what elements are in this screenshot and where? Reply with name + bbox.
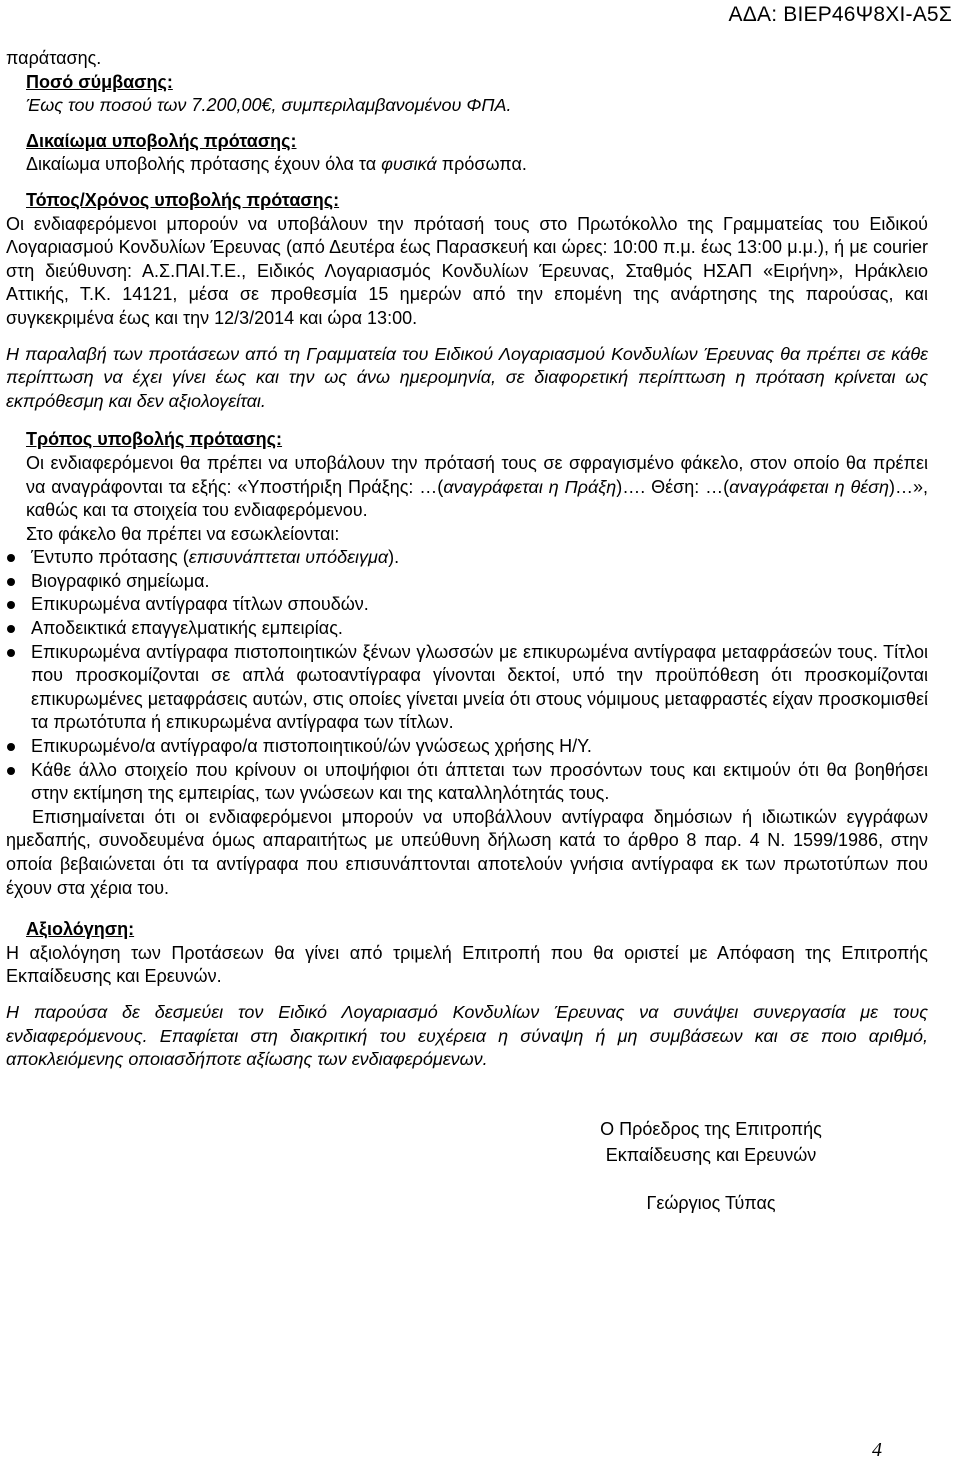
signatory-committee: Εκπαίδευσης και Ερευνών	[605, 1144, 817, 1165]
continuation-text: παράτασης.	[6, 48, 102, 68]
disclaimer-text: Η παρούσα δε δεσμεύει τον Ειδικό Λογαριασμό Κονδυλίων Έρευνας να συνάψει συνεργασία με τους ενδιαφερόμενους. Επαφίεται στη διακριτική του ευχέρεια η σύναψη ή μη συμβάσεων και σε ποιο αριθμό, αποκλειόμενης οποιασδήποτε αξίωσης των ενδιαφερόμενων.	[6, 1001, 928, 1070]
amount-text: Έως του ποσού των 7.200,00€, συμπεριλαμβανομένου ΦΠΑ.	[26, 95, 512, 116]
right-to-submit-text: Δικαίωμα υποβολής πρότασης έχουν όλα τα φυσικά πρόσωπα.	[26, 154, 527, 175]
list-item: Έντυπο πρότασης (επισυνάπτεται υπόδειγμα).	[6, 546, 928, 570]
amount-heading: Ποσό σύμβασης:	[26, 71, 173, 92]
ada-code: ΑΔΑ: ΒΙΕΡ46Ψ8ΧΙ-Α5Σ	[728, 3, 952, 26]
envelope-intro: Στο φάκελο θα πρέπει να εσωκλείονται:	[26, 523, 340, 544]
list-item: Κάθε άλλο στοιχείο που κρίνουν οι υποψήφιοι ότι άπτεται των προσόντων τους και εκτιμούν ότι θα βοηθήσει στην εκτίμηση της εμπειρίας, των γνώσεων και της καταλληλότητάς τους.	[6, 759, 928, 806]
place-time-heading: Τόπος/Χρόνος υποβολής πρότασης:	[26, 189, 340, 210]
place-time-note: Η παραλαβή των προτάσεων από τη Γραμματεία του Ειδικού Λογαριασμού Κονδυλίων Έρευνας θα πρέπει σε κάθε περίπτωση να έχει γίνει έως και την ως άνω ημερομηνία, σε διαφορετική περίπτωση η πρόταση κρίνεται ως εκπρόθεσμη και δεν αξιολογείται.	[6, 343, 928, 411]
document-body	[6, 47, 928, 1216]
list-item: Βιογραφικό σημείωμα.	[6, 570, 928, 594]
place-time-text: Οι ενδιαφερόμενοι μπορούν να υποβάλουν την πρότασή τους στο Πρωτόκολλο της Γραμματείας του Ειδικού Λογαριασμού Κονδυλίων Έρευνας (από Δευτέρα έως Παρασκευή και ώρες: 10:00 π.μ. έως 13:00 μ.μ.), ή με courier στη διεύθυνση: Α.Σ.ΠΑΙ.Τ.Ε., Ειδικός Λογαριασμός Κονδυλίων Έρευνας, Σταθμός ΗΣΑΠ «Ειρήνη», Ηράκλειο Αττικής, Τ.Κ. 14121, μέσα σε προθεσμία 15 ημερών από την επομένη της ανάρτησης της παρούσας, και συγκεκριμένα έως και την 12/3/2014 και ώρα 13:00.	[6, 213, 928, 328]
list-item: Επικυρωμένα αντίγραφα τίτλων σπουδών.	[6, 593, 928, 617]
evaluation-text: Η αξιολόγηση των Προτάσεων θα γίνει από τριμελή Επιτροπή που θα οριστεί με Απόφαση της Επιτροπής Εκπαίδευσης και Ερευνών.	[6, 942, 928, 987]
right-to-submit-heading: Δικαίωμα υποβολής πρότασης:	[26, 130, 297, 151]
page-number: 4	[872, 1439, 882, 1461]
copies-note: Επισημαίνεται ότι οι ενδιαφερόμενοι μπορούν να υποβάλλουν αντίγραφα δημόσιων ή ιδιωτικών εγγράφων ημεδαπής, συνοδευμένα όμως απαραιτήτως με υπεύθυνη δήλωση κατά το άρθρο 8 παρ. 4 Ν. 1599/1986, στην οποία βεβαιώνεται ότι τα αντίγραφα που επισυνάπτονται αποτελούν γνήσια αντίγραφα εκ των πρωτοτύπων που έχουν στα χέρια του.	[6, 806, 928, 898]
evaluation-heading: Αξιολόγηση:	[26, 919, 135, 940]
signatory-name: Γεώργιος Τύπας	[646, 1192, 776, 1213]
signature-block	[596, 1116, 826, 1216]
list-item: Αποδεικτικά επαγγελματικής εμπειρίας.	[6, 617, 928, 641]
signatory-title: Ο Πρόεδρος της Επιτροπής	[600, 1118, 822, 1139]
method-heading: Τρόπος υποβολής πρότασης:	[26, 429, 283, 450]
envelope-contents-list	[6, 546, 928, 806]
list-item: Επικυρωμένα αντίγραφα πιστοποιητικών ξένων γλωσσών με επικυρωμένα αντίγραφα μεταφράσεών τους. Τίτλοι που προσκομίζονται σε απλά φωτοαντίγραφα γίνονται δεκτοί, υπό την προϋπόθεση ότι προσκομίζονται επικυρωμένες μεταφράσεις αυτών, στις οποίες γίνεται μνεία ότι στους νόμιμους μεταφραστές είχαν προσκομισθεί τα πρωτότυπα ή επικυρωμένα αντίγραφα των τίτλων.	[6, 641, 928, 735]
method-text: Οι ενδιαφερόμενοι θα πρέπει να υποβάλουν την πρότασή τους σε σφραγισμένο φάκελο, στον οποίο θα πρέπει να αναγράφονται τα εξής: «Υποστήριξη Πράξης: …(αναγράφεται η Πράξη)…. Θέση: …(αναγράφεται η θέση)…», καθώς και τα στοιχεία του ενδιαφερόμενου.	[26, 452, 928, 521]
list-item: Επικυρωμένο/α αντίγραφο/α πιστοποιητικού/ών γνώσεως χρήσης Η/Υ.	[6, 735, 928, 759]
